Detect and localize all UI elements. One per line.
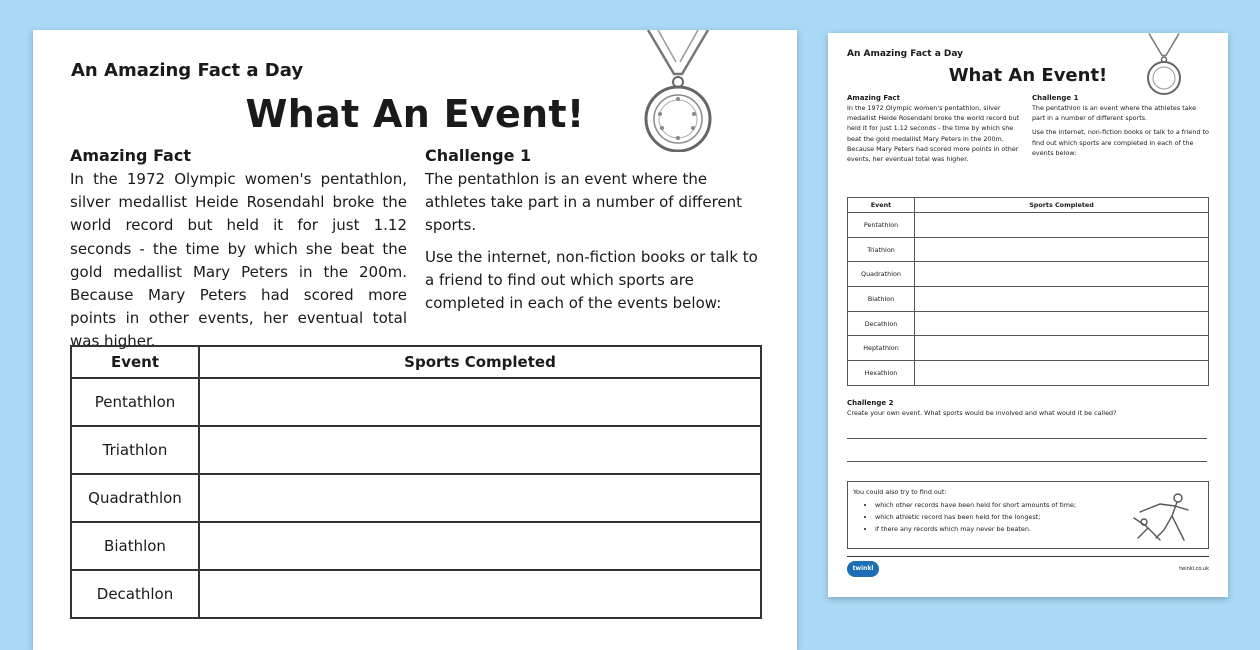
- challenge1-section: [425, 146, 763, 323]
- table-row: [848, 336, 1209, 361]
- extension-box: [847, 481, 1209, 549]
- table-row: [71, 522, 761, 570]
- event-name: Pentathlon: [71, 378, 199, 426]
- challenge1-para2-small: Use the internet, non-fiction books or talk to a friend to find out which sports are completed in each of the events below:: [1032, 128, 1209, 157]
- sports-answer-cell[interactable]: [199, 426, 761, 474]
- fencer-illustration-icon: [1130, 488, 1200, 544]
- twinkl-logo: twinkl: [847, 561, 879, 577]
- table-row: [71, 426, 761, 474]
- challenge1-para1-small: The pentathlon is an event where the athletes take part in a number of different sports.: [1032, 104, 1197, 123]
- challenge1-para1: The pentathlon is an event where the athletes take part in a number of different sports.: [425, 170, 743, 235]
- worksheet-kicker: An Amazing Fact a Day: [71, 60, 304, 81]
- column-header-event: Event: [71, 346, 199, 378]
- table-row: [71, 378, 761, 426]
- event-name: Decathlon: [848, 311, 915, 336]
- event-name: Pentathlon: [848, 213, 915, 238]
- table-row: [848, 213, 1209, 238]
- sports-answer-cell[interactable]: [915, 213, 1209, 238]
- worksheet-title: What An Event!: [245, 92, 585, 136]
- worksheet-title-small: What An Event!: [948, 65, 1108, 86]
- sports-answer-cell[interactable]: [915, 287, 1209, 312]
- sports-answer-cell[interactable]: [915, 311, 1209, 336]
- table-row: [848, 361, 1209, 386]
- sports-answer-cell[interactable]: [199, 522, 761, 570]
- event-name: Hexathlon: [848, 361, 915, 386]
- challenge2-section: [847, 398, 1209, 418]
- answer-line[interactable]: [847, 461, 1207, 462]
- medal-icon: [1144, 33, 1184, 95]
- amazing-fact-heading: Amazing Fact: [70, 146, 191, 165]
- extension-intro: You could also try to find out:: [853, 488, 947, 496]
- column-header-sports-small: Sports Completed: [915, 198, 1209, 213]
- challenge1-section-small: [1032, 94, 1210, 162]
- sports-answer-cell[interactable]: [199, 570, 761, 618]
- extension-bullet: • if there any records which may never be beaten.: [875, 524, 1135, 535]
- event-name: Quadrathlon: [848, 262, 915, 287]
- event-name: Quadrathlon: [71, 474, 199, 522]
- amazing-fact-text: In the 1972 Olympic women's pentathlon, silver medallist Heide Rosendahl broke the world record but held it for just 1.12 seconds - the time by which she beat the gold medallist Mary Peters in the 200m. Because Mary Peters had scored more points in other events, her eventual total was higher.: [70, 170, 407, 351]
- medal-icon: [638, 30, 718, 152]
- sports-answer-cell[interactable]: [915, 361, 1209, 386]
- sports-answer-cell[interactable]: [199, 474, 761, 522]
- column-header-sports: Sports Completed: [199, 346, 761, 378]
- sports-answer-cell[interactable]: [915, 262, 1209, 287]
- events-table-small: [847, 197, 1209, 386]
- event-name: Triathlon: [71, 426, 199, 474]
- extension-bullet: • which athletic record has been held for the longest;: [875, 512, 1135, 523]
- extension-list: [853, 500, 1135, 536]
- amazing-fact-section: [70, 146, 407, 362]
- worksheet-full-page-preview: [828, 33, 1228, 597]
- sports-answer-cell[interactable]: [915, 336, 1209, 361]
- table-row: [848, 262, 1209, 287]
- table-row: [71, 474, 761, 522]
- answer-line[interactable]: [847, 438, 1207, 439]
- event-name: Heptathlon: [848, 336, 915, 361]
- event-name: Biathlon: [71, 522, 199, 570]
- worksheet-kicker-small: An Amazing Fact a Day: [847, 49, 964, 59]
- amazing-fact-heading-small: Amazing Fact: [847, 94, 900, 102]
- column-header-event-small: Event: [848, 198, 915, 213]
- challenge1-heading-small: Challenge 1: [1032, 94, 1079, 102]
- table-row: [848, 287, 1209, 312]
- events-table: [70, 345, 762, 619]
- footer-divider: [847, 556, 1209, 557]
- table-row: [848, 237, 1209, 262]
- footer-code: twinkl.co.uk: [1179, 566, 1209, 572]
- event-name: Biathlon: [848, 287, 915, 312]
- worksheet-large-preview: [33, 30, 797, 650]
- extension-bullet: • which other records have been held for short amounts of time;: [875, 500, 1135, 511]
- challenge1-para2: Use the internet, non-fiction books or talk to a friend to find out which sports are completed in each of the events below:: [425, 247, 758, 313]
- challenge2-heading: Challenge 2: [847, 399, 894, 407]
- event-name: Triathlon: [848, 237, 915, 262]
- event-name: Decathlon: [71, 570, 199, 618]
- sports-answer-cell[interactable]: [915, 237, 1209, 262]
- amazing-fact-section-small: [847, 94, 1023, 168]
- amazing-fact-text-small: In the 1972 Olympic women's pentathlon, silver medallist Heide Rosendahl broke the world record but held it for just 1.12 seconds - the time by which she beat the gold medallist Mary Peters in the 200m. Because Mary Peters had scored more points in other events, her eventual total was higher.: [847, 104, 1020, 164]
- challenge2-text: Create your own event. What sports would be involved and what would it be called?: [847, 409, 1117, 417]
- sports-answer-cell[interactable]: [199, 378, 761, 426]
- table-row: [848, 311, 1209, 336]
- table-row: [71, 570, 761, 618]
- challenge1-heading: Challenge 1: [425, 146, 532, 165]
